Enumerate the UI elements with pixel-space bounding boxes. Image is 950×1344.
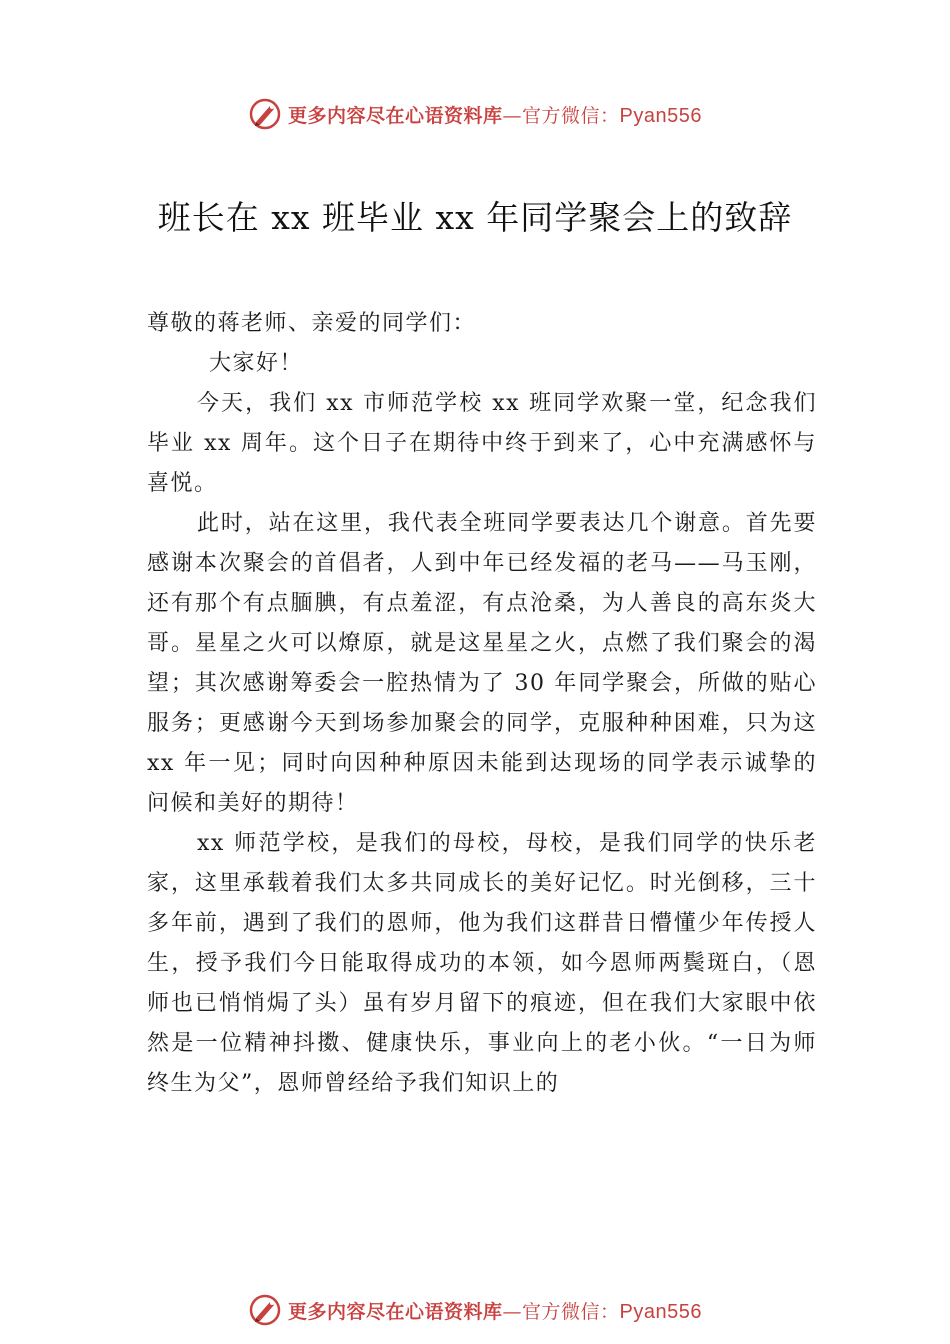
greeting: 大家好！ xyxy=(209,351,304,376)
footer-banner-main-text: 更多内容尽在心语资料库 xyxy=(288,1300,503,1323)
document-title: 班长在 xx 班毕业 xx 年同学聚会上的致辞 xyxy=(157,198,793,237)
footer-banner-wechat-id: Pyan556 xyxy=(619,1300,702,1323)
salutation: 尊敬的蒋老师、亲爱的同学们： xyxy=(147,311,477,336)
banner-main-text: 更多内容尽在心语资料库 xyxy=(288,104,503,127)
paragraph-2: 此时，站在这里，我代表全班同学要表达几个谢意。首先要感谢本次聚会的首倡者，人到中年已经发福的老马——马玉刚，还有那个有点腼腆，有点羞涩，有点沧桑，为人善良的高东炎大哥。星星之火可以燎原，就是这星星之火，点燃了我们聚会的渴望；其次感谢筹委会一腔热情为了 30 年同学聚会，所做的贴心服务；更感谢今天到场参加聚会的同学，克服种种困难，只为这 xx 年一见；同时向因种种原因未能到达现场的同学表示诚挚的问候和美好的期待！ xyxy=(147,511,817,816)
document-body xyxy=(147,304,817,1104)
footer-banner-dash: — xyxy=(502,1300,523,1323)
paragraph-1: 今天，我们 xx 市师范学校 xx 班同学欢聚一堂，纪念我们毕业 xx 周年。这个日子在期待中终于到来了，心中充满感怀与喜悦。 xyxy=(147,391,817,496)
header-banner xyxy=(0,94,950,134)
banner-wechat-label: 官方微信： xyxy=(522,104,620,127)
pen-logo-icon xyxy=(248,1293,282,1327)
footer-banner xyxy=(0,1290,950,1330)
banner-wechat-id: Pyan556 xyxy=(619,104,702,127)
pen-logo-icon xyxy=(248,97,282,131)
paragraph-3: xx 师范学校，是我们的母校，母校，是我们同学的快乐老家，这里承载着我们太多共同成长的美好记忆。时光倒移，三十多年前，遇到了我们的恩师，他为我们这群昔日懵懂少年传授人生，授予我们今日能取得成功的本领，如今恩师两鬓斑白，（恩师也已悄悄焗了头）虽有岁月留下的痕迹，但在我们大家眼中依然是一位精神抖擞、健康快乐，事业向上的老小伙。“一日为师终生为父”，恩师曾经给予我们知识上的 xyxy=(147,831,817,1096)
banner-dash: — xyxy=(502,104,523,127)
footer-banner-wechat-label: 官方微信： xyxy=(522,1300,620,1323)
